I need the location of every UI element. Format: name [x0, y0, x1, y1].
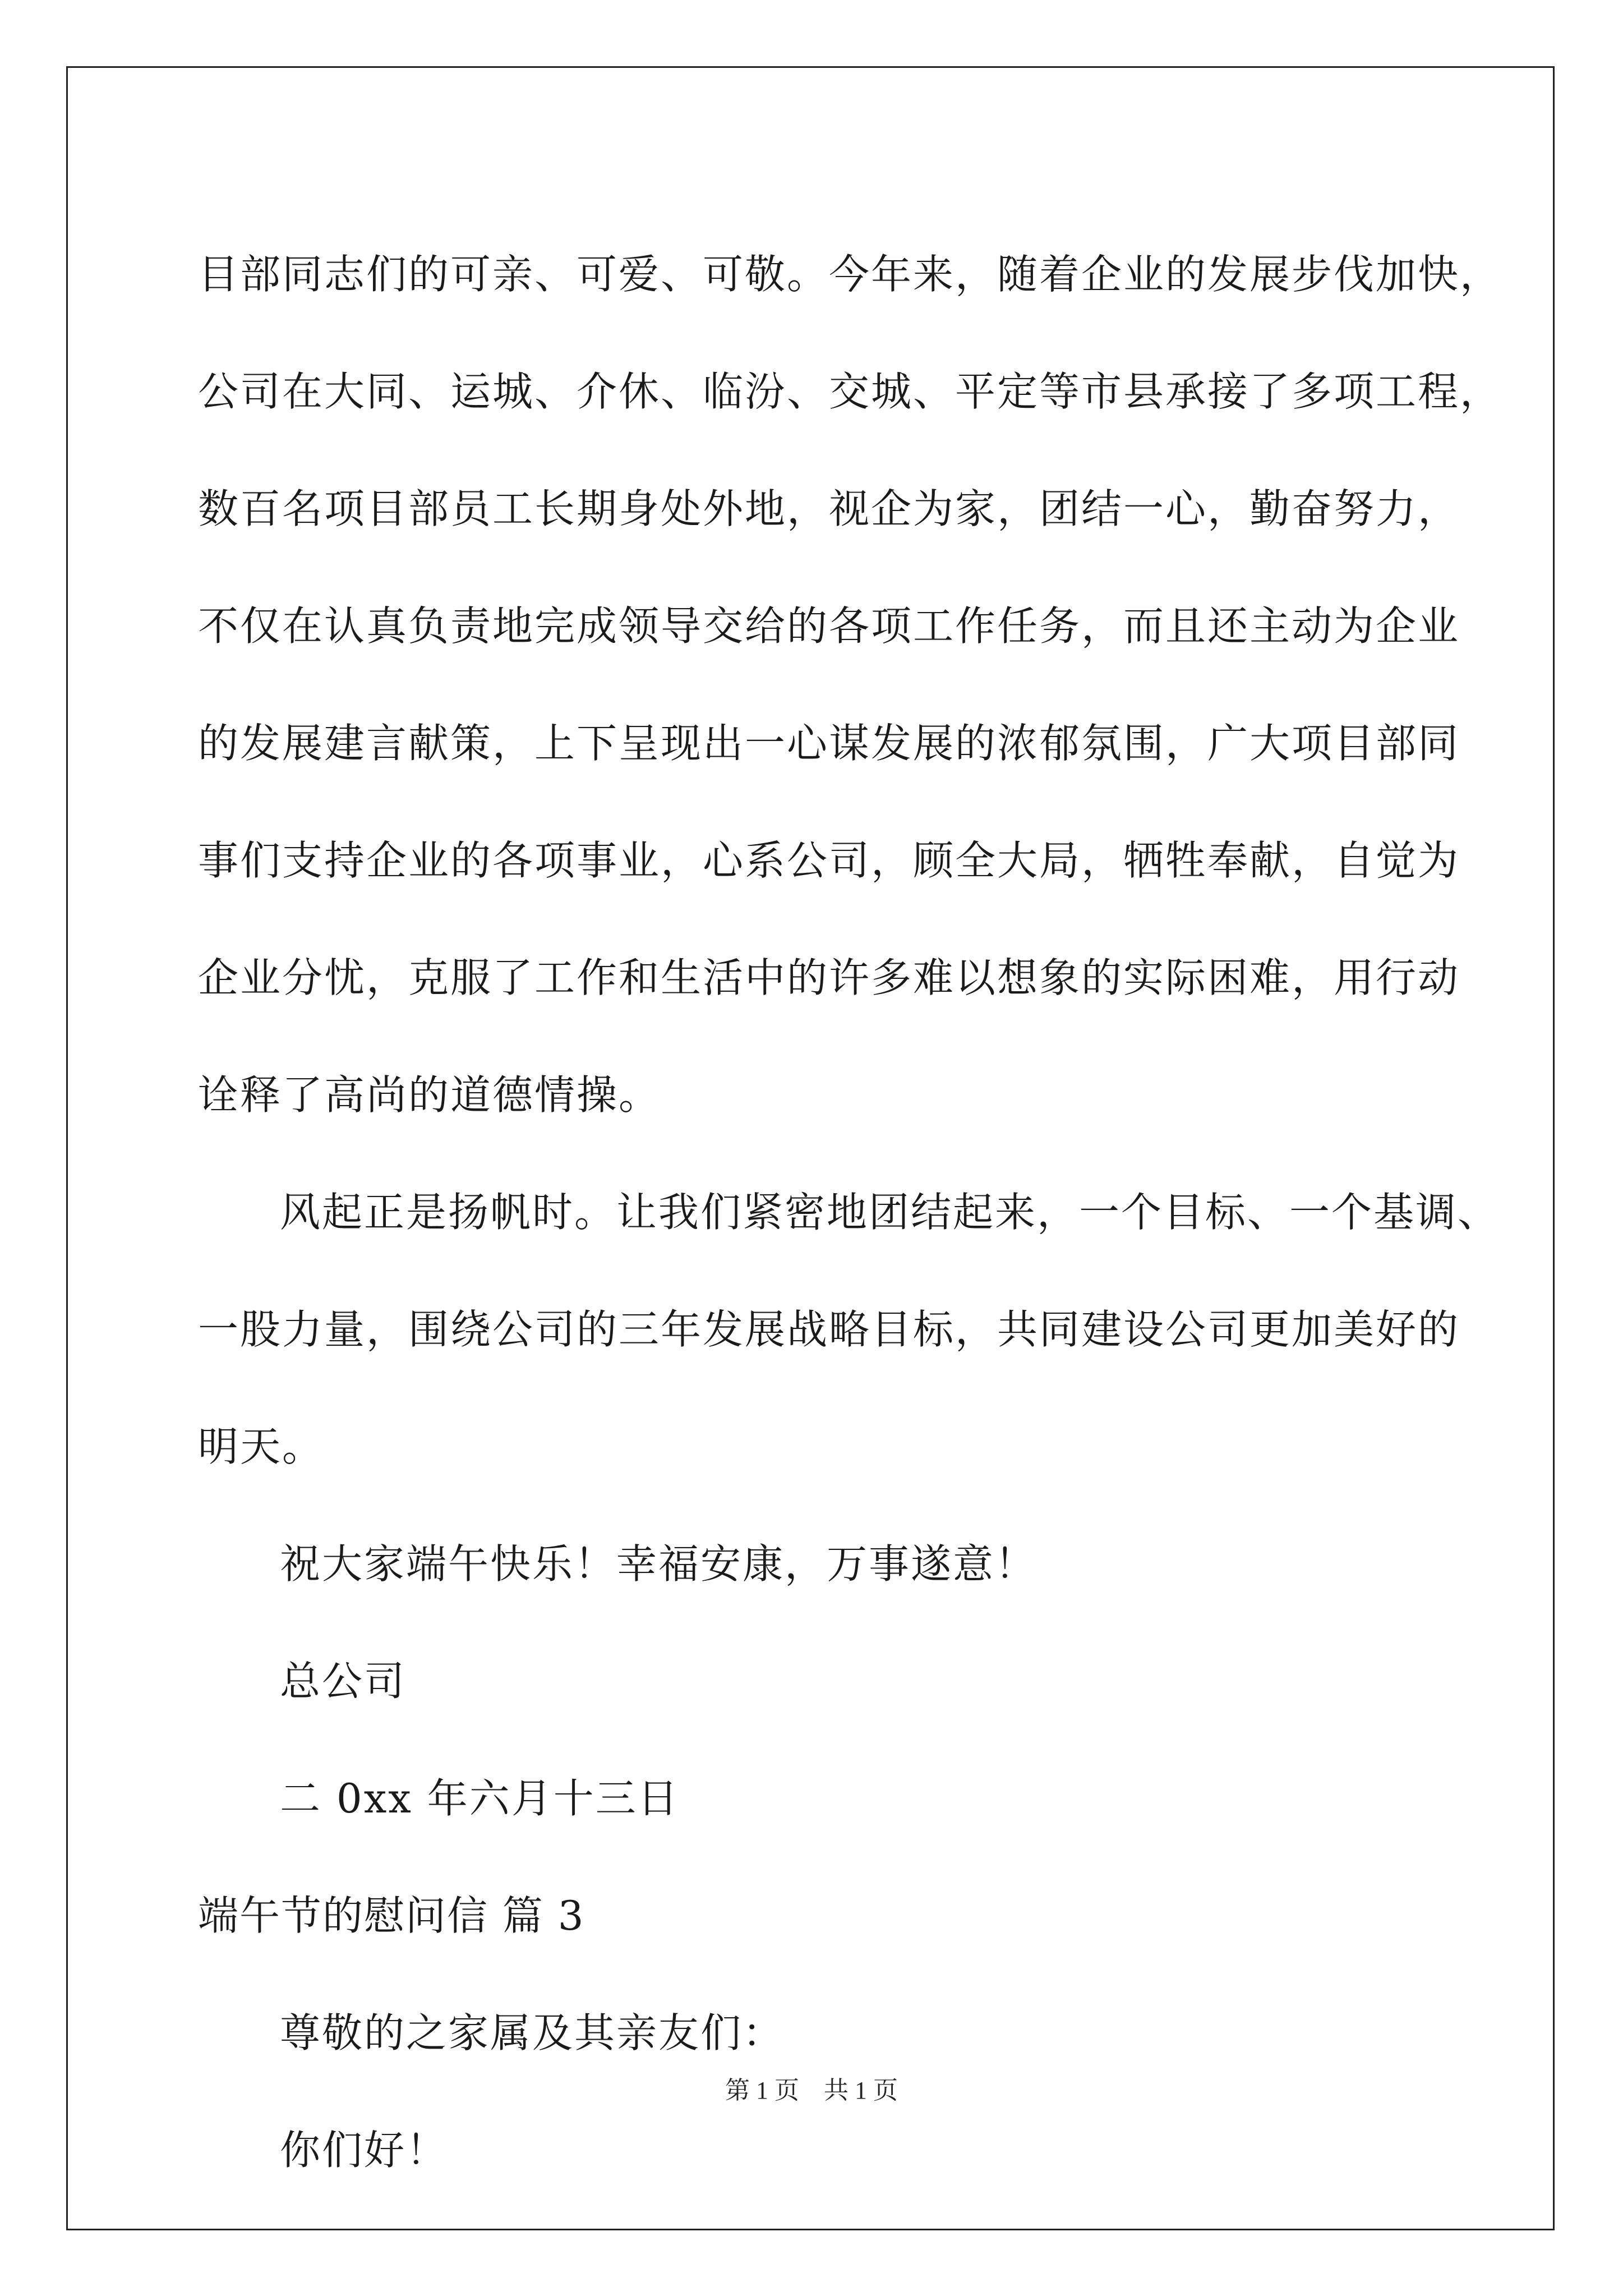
signature: 总公司	[280, 1658, 407, 1705]
text-line: 诠释了高尚的道德情操。	[198, 1071, 661, 1119]
holiday-wishes: 祝大家端午快乐！幸福安康，万事遂意！	[280, 1540, 1038, 1588]
greeting: 你们好！	[280, 2127, 449, 2174]
continued-paragraph	[198, 216, 1502, 1154]
text-line: 的发展建言献策，上下呈现出一心谋发展的浓郁氛围，广大项目部同	[198, 720, 1460, 767]
call-to-action-paragraph	[198, 1154, 1500, 1506]
page-number: 第 1 页 共 1 页	[725, 2077, 898, 2104]
section-heading: 端午节的慰问信 篇 3	[198, 1892, 585, 1939]
text-line: 事们支持企业的各项事业，心系公司，顾全大局，牺牲奉献，自觉为	[198, 837, 1460, 884]
letter-body	[198, 216, 1502, 2209]
text-line: 一股力量，围绕公司的三年发展战略目标，共同建设公司更加美好的	[198, 1306, 1460, 1353]
text-line: 企业分忧，克服了工作和生活中的许多难以想象的实际困难，用行动	[198, 954, 1460, 1001]
text-line: 数百名项目部员工长期身处外地，视企为家，团结一心，勤奋努力，	[198, 485, 1460, 532]
salutation: 尊敬的之家属及其亲友们：	[280, 2009, 785, 2056]
text-line: 公司在大同、运城、介休、临汾、交城、平定等市县承接了多项工程，	[198, 368, 1502, 415]
letter-date: 二 0xx 年六月十三日	[280, 1775, 680, 1822]
text-line: 明天。	[198, 1423, 325, 1470]
text-line: 目部同志们的可亲、可爱、可敬。今年来，随着企业的发展步伐加快，	[198, 251, 1502, 298]
text-line: 不仅在认真负责地完成领导交给的各项工作任务，而且还主动为企业	[198, 602, 1460, 650]
text-line: 风起正是扬帆时。让我们紧密地团结起来，一个目标、一个基调、	[280, 1189, 1500, 1236]
